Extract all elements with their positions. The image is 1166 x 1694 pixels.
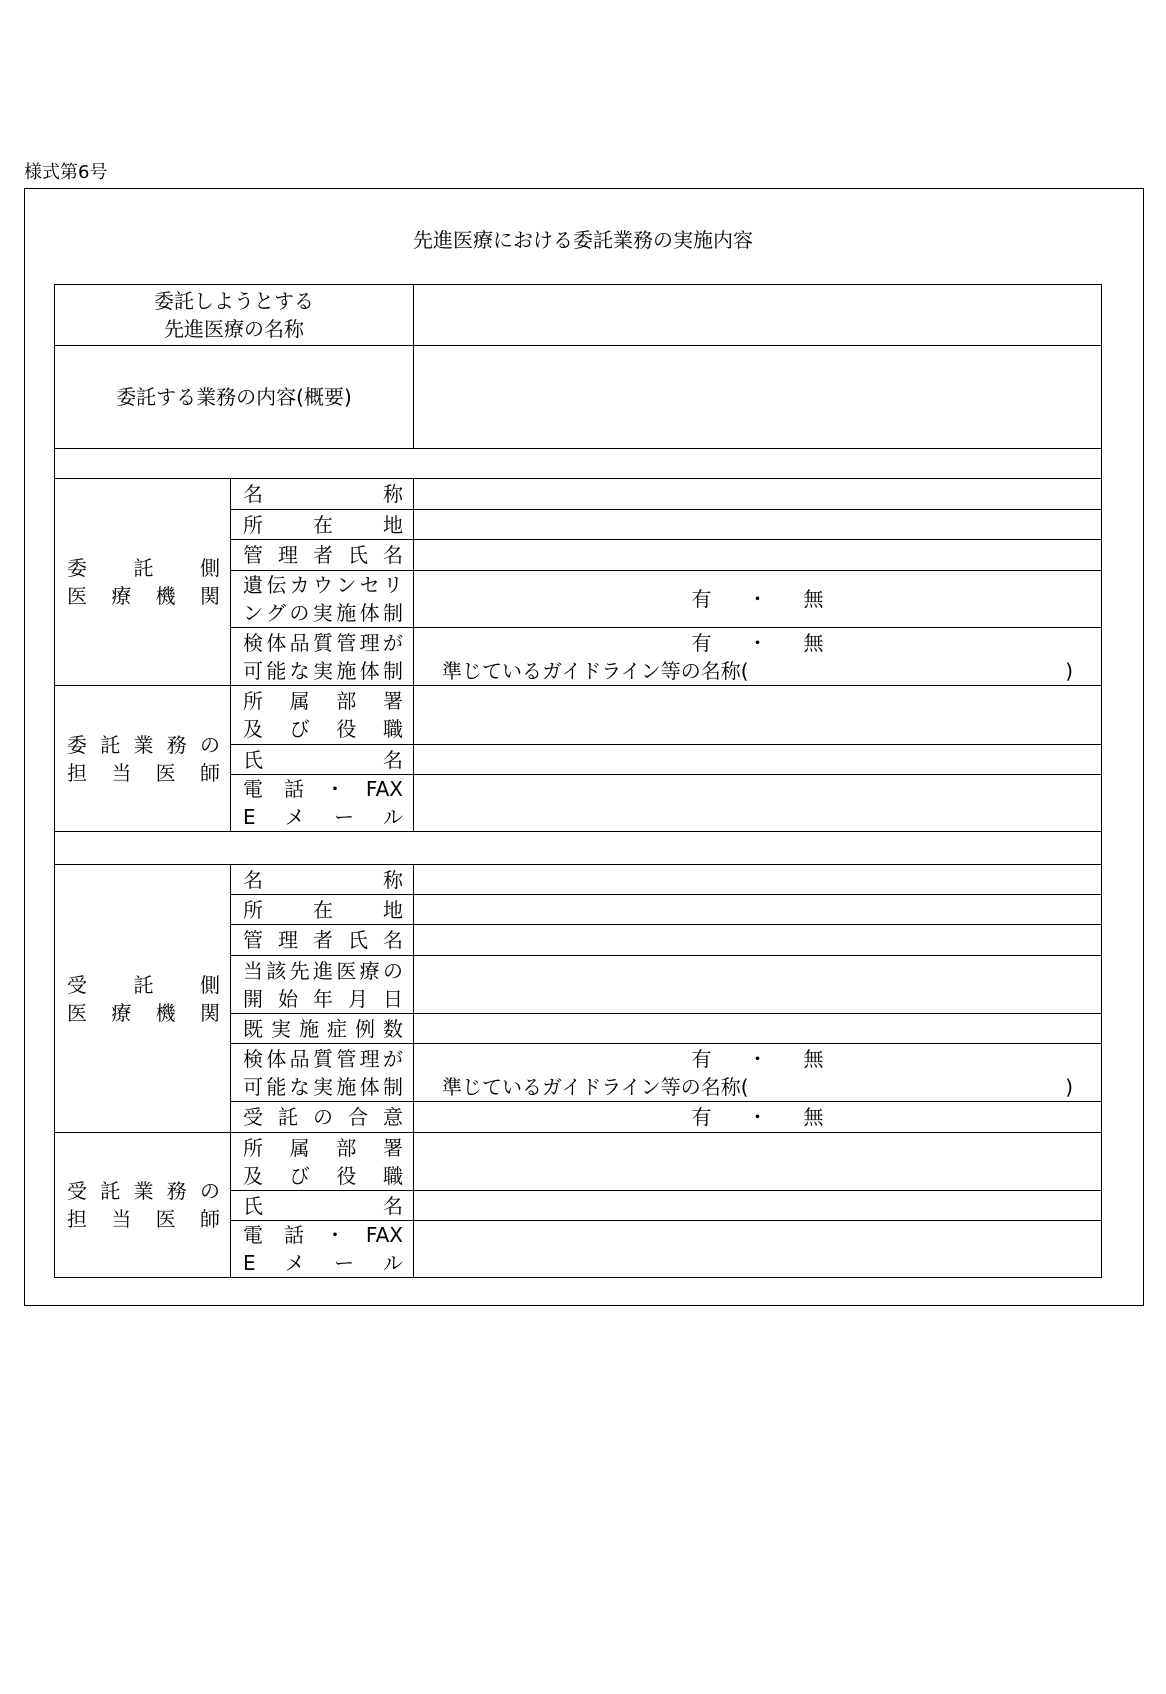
consignor-doctor-name-label: 氏名 xyxy=(231,745,414,775)
consignor-doctor-dept-field[interactable] xyxy=(414,686,1102,745)
consignee-address-label: 所在地 xyxy=(231,895,414,925)
spacer-row xyxy=(55,449,1102,479)
consignor-admin-label: 管理者氏名 xyxy=(231,540,414,571)
task-field[interactable] xyxy=(414,346,1102,449)
consignee-quality-field[interactable]: 有 ・ 無 準じているガイドライン等の名称( ) xyxy=(414,1044,1102,1102)
consignor-counseling-yes-no[interactable]: 有 ・ 無 xyxy=(414,571,1102,628)
consignee-doctor-name-label: 氏名 xyxy=(231,1191,414,1221)
consignee-admin-field[interactable] xyxy=(414,925,1102,956)
consignor-address-label: 所在地 xyxy=(231,510,414,540)
form-table xyxy=(54,284,1102,1278)
consignor-admin-field[interactable] xyxy=(414,540,1102,571)
consignee-agreement-yes-no[interactable]: 有 ・ 無 xyxy=(414,1102,1102,1133)
consignor-counseling-label: 遺伝カウンセリ ングの実施体制 xyxy=(231,571,414,628)
consignee-quality-label: 検体品質管理が 可能な実施体制 xyxy=(231,1044,414,1102)
tech-name-field[interactable] xyxy=(414,285,1102,346)
page-title: 先進医療における委託業務の実施内容 xyxy=(413,228,753,252)
consignee-name-label: 名称 xyxy=(231,865,414,895)
consignor-quality-field[interactable]: 有 ・ 無 準じているガイドライン等の名称( ) xyxy=(414,628,1102,686)
consignor-group-label: 委 託 側 医 療 機 関 xyxy=(55,479,231,686)
consignee-admin-label: 管理者氏名 xyxy=(231,925,414,956)
consignor-doctor-name-field[interactable] xyxy=(414,745,1102,775)
consignee-doctor-group-label: 受託業務の 担 当 医 師 xyxy=(55,1133,231,1278)
spacer-row xyxy=(55,832,1102,865)
consignor-name-label: 名称 xyxy=(231,479,414,510)
consignee-group-label: 受 託 側 医 療 機 関 xyxy=(55,865,231,1133)
consignor-name-field[interactable] xyxy=(414,479,1102,510)
consignor-quality-label: 検体品質管理が 可能な実施体制 xyxy=(231,628,414,686)
consignee-doctor-dept-field[interactable] xyxy=(414,1133,1102,1191)
consignee-start-label: 当該先進医療の 開始年月日 xyxy=(231,956,414,1014)
consignee-agreement-label: 受託の合意 xyxy=(231,1102,414,1133)
consignor-doctor-dept-label: 所属部署 及び役職 xyxy=(231,686,414,745)
consignee-doctor-name-field[interactable] xyxy=(414,1191,1102,1221)
consignor-doctor-contact-field[interactable] xyxy=(414,775,1102,832)
consignee-start-field[interactable] xyxy=(414,956,1102,1014)
consignee-doctor-contact-label: 電話・FAX Eメール xyxy=(231,1221,414,1278)
consignee-doctor-contact-field[interactable] xyxy=(414,1221,1102,1278)
tech-name-label: 委託しようとする 先進医療の名称 xyxy=(55,285,414,346)
consignee-cases-field[interactable] xyxy=(414,1014,1102,1044)
consignee-cases-label: 既実施症例数 xyxy=(231,1014,414,1044)
task-label: 委託する業務の内容(概要) xyxy=(55,346,414,449)
consignee-address-field[interactable] xyxy=(414,895,1102,925)
consignor-doctor-group-label: 委託業務の 担 当 医 師 xyxy=(55,686,231,832)
consignee-doctor-dept-label: 所属部署 及び役職 xyxy=(231,1133,414,1191)
consignee-name-field[interactable] xyxy=(414,865,1102,895)
consignor-address-field[interactable] xyxy=(414,510,1102,540)
consignor-doctor-contact-label: 電話・FAX Eメール xyxy=(231,775,414,832)
form-number: 様式第6号 xyxy=(24,162,108,183)
